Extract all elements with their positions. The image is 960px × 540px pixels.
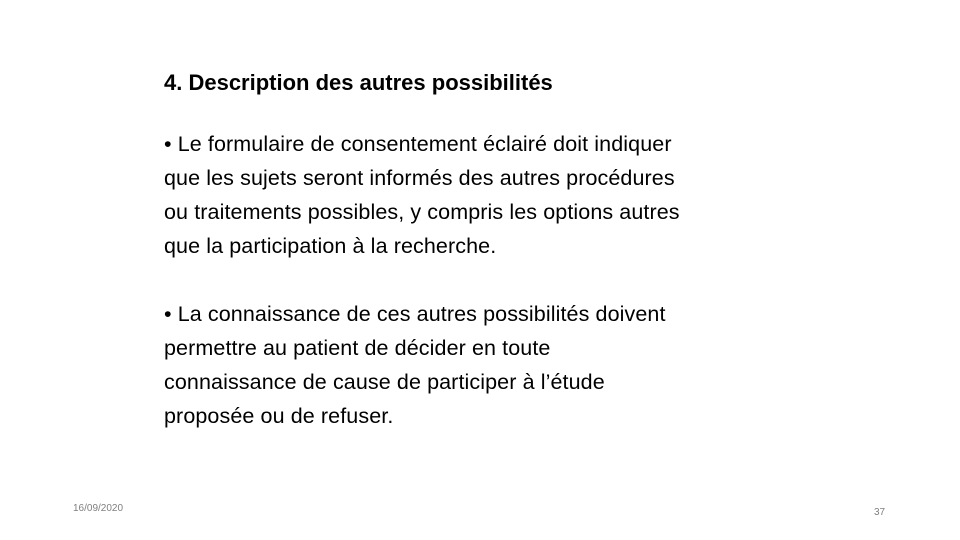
paragraph-line: que les sujets seront informés des autres procédures bbox=[164, 166, 675, 190]
paragraph-line: connaissance de cause de participer à l’étude bbox=[164, 370, 605, 394]
paragraph-line: permettre au patient de décider en toute bbox=[164, 336, 551, 360]
paragraph-line: que la participation à la recherche. bbox=[164, 234, 497, 258]
slide-title: 4. Description des autres possibilités bbox=[164, 70, 553, 95]
paragraph-line: • La connaissance de ces autres possibilités doivent bbox=[164, 302, 666, 326]
bullet-paragraph-knowledge bbox=[164, 297, 804, 433]
paragraph-line: ou traitements possibles, y compris les options autres bbox=[164, 200, 680, 224]
footer-page-number: 37 bbox=[874, 507, 886, 518]
paragraph-line: • Le formulaire de consentement éclairé doit indiquer bbox=[164, 132, 672, 156]
paragraph-line: proposée ou de refuser. bbox=[164, 404, 394, 428]
footer-date: 16/09/2020 bbox=[73, 503, 124, 514]
bullet-paragraph-consent-form bbox=[164, 127, 804, 263]
